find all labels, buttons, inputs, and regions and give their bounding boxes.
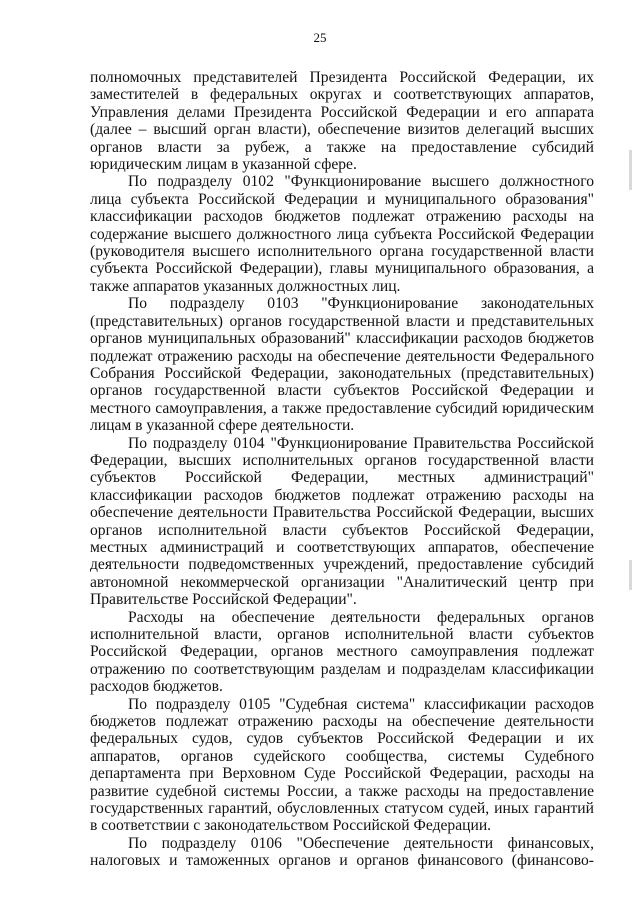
document-body: [90, 69, 594, 870]
paragraph-5: Расходы на обеспечение деятельности федеральных органов исполнительной власти, органов исполнительной власти субъектов Российской Федерации, органов местного самоуправления подлежат отражению по соответствующим разделам и подразделам классификации расходов бюджетов.: [90, 608, 594, 696]
scan-edge-mark: [629, 560, 632, 590]
paragraph-2: По подразделу 0102 "Функционирование высшего должностного лица субъекта Российской Федерации и муниципального образования" классификации расходов бюджетов подлежат отражению расходы на содержание высшего должностного лица субъекта Российской Федерации (руководителя высшего исполнительного органа государственной власти субъекта Российской Федерации), главы муниципального образования, а также аппаратов указанных должностных лиц.: [90, 173, 594, 295]
paragraph-7: По подразделу 0106 "Обеспечение деятельности финансовых, налоговых и таможенных органов и органов финансового (финансово-: [90, 834, 594, 870]
paragraph-4: По подразделу 0104 "Функционирование Правительства Российской Федерации, высших исполнительных органов государственной власти субъектов Российской Федерации, местных администраций" классификации расходов бюджетов подлежат отражению расходы на обеспечение деятельности Правительства Российской Федерации, высших органов исполнительной власти субъектов Российской Федерации, местных администраций и соответствующих аппаратов, обеспечение деятельности подведомственных учреждений, предоставление субсидий автономной некоммерческой организации "Аналитический центр при Правительстве Российской Федерации".: [90, 434, 594, 609]
paragraph-6: По подразделу 0105 "Судебная система" классификации расходов бюджетов подлежат отражению расходы на обеспечение деятельности федеральных судов, судов субъектов Российской Федерации и их аппаратов, органов судейского сообщества, системы Судебного департамента при Верховном Суде Российской Федерации, расходы на развитие судебной системы России, а также расходы на предоставление государственных гарантий, обусловленных статусом судей, иных гарантий в соответствии с законодательством Российской Федерации.: [90, 695, 594, 835]
scan-edge-mark: [629, 150, 632, 190]
paragraph-1: полномочных представителей Президента Российской Федерации, их заместителей в федеральных округах и соответствующих аппаратов, Управления делами Президента Российской Федерации и его аппарата (далее – высший орган власти), обеспечение визитов делегаций высших органов власти за рубеж, а также на предоставление субсидий юридическим лицам в указанной сфере.: [90, 69, 594, 174]
paragraph-3: По подразделу 0103 "Функционирование законодательных (представительных) органов государственной власти и представительных органов муниципальных образований" классификации расходов бюджетов подлежат отражению расходы на обеспечение деятельности Федерального Собрания Российской Федерации, законодательных (представительных) органов государственной власти субъектов Российской Федерации и местного самоуправления, а также предоставление субсидий юридическим лицам в указанной сфере деятельности.: [90, 295, 594, 435]
page-number: 25: [313, 30, 327, 45]
